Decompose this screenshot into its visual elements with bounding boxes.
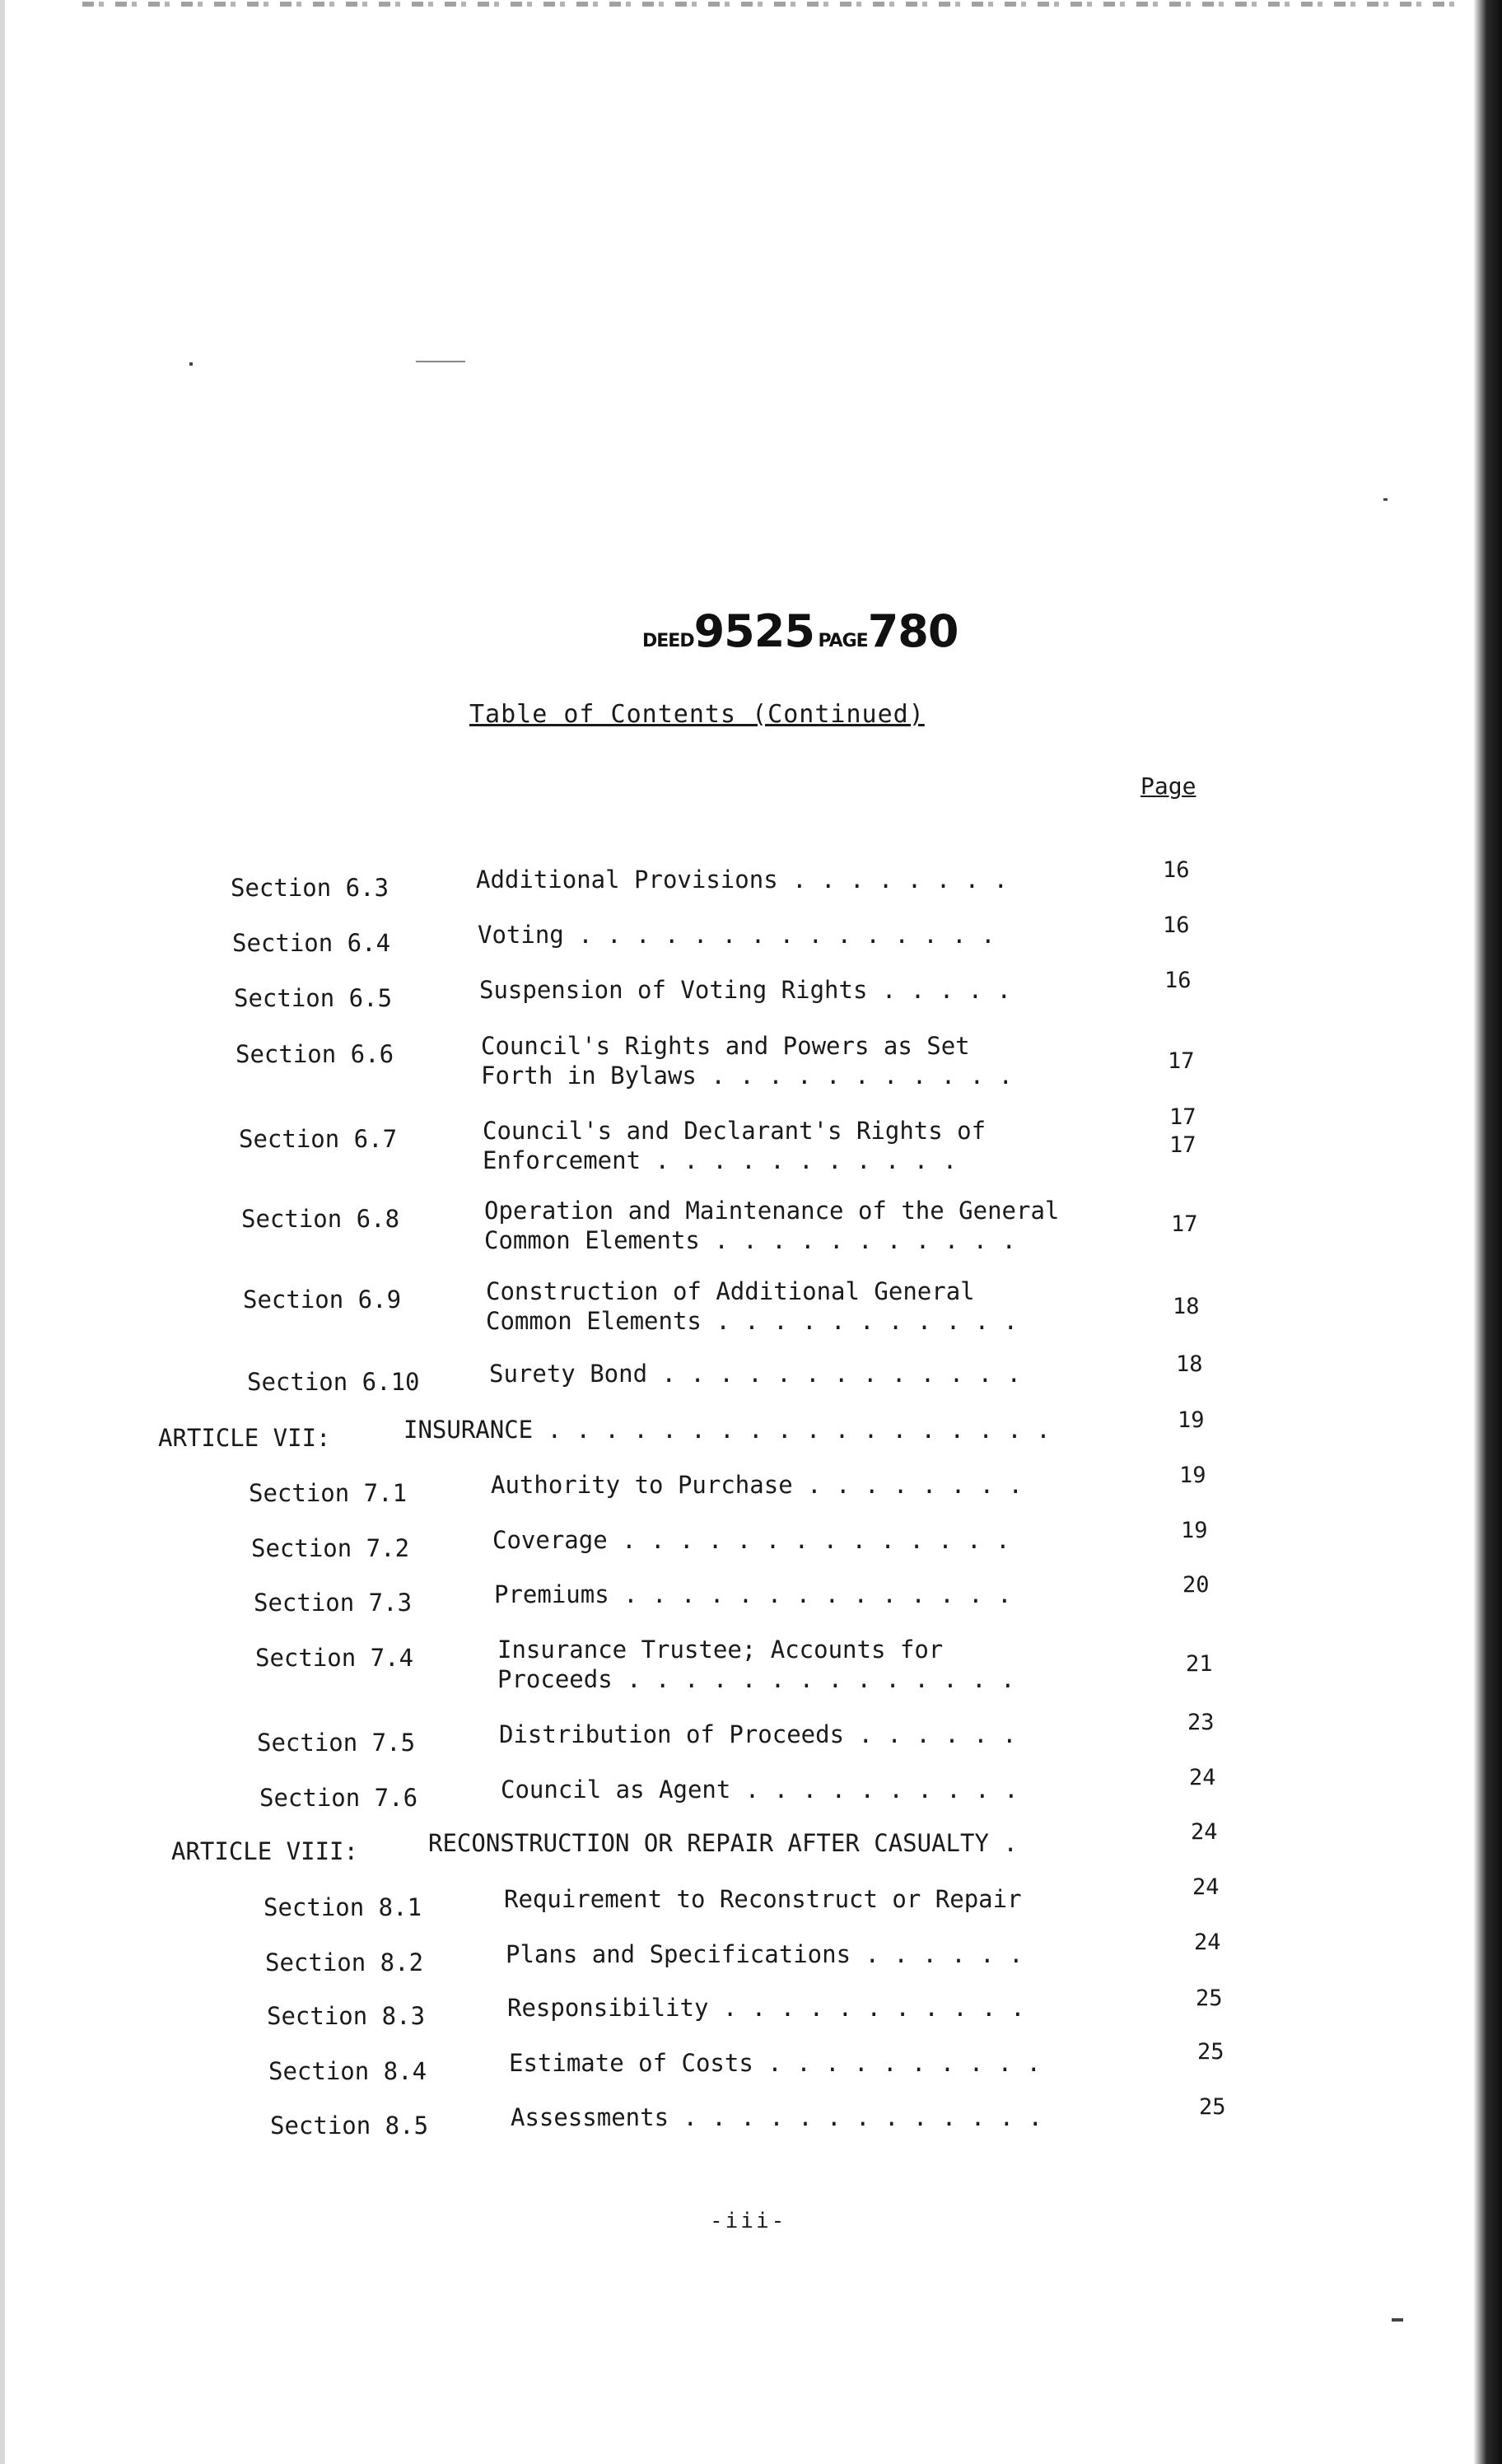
toc-entry-title: Insurance Trustee; Accounts for Proceeds . . . . . . . . . . . . . . <box>497 1636 1015 1694</box>
toc-entry-title: Plans and Specifications . . . . . . <box>506 1940 1024 1968</box>
toc-entry-title: Authority to Purchase . . . . . . . . <box>491 1471 1024 1499</box>
toc-section-label: Section 7.2 <box>251 1534 410 1562</box>
toc-entry-title: RECONSTRUCTION OR REPAIR AFTER CASUALTY . <box>428 1829 1018 1857</box>
toc-entry-title: Assessments . . . . . . . . . . . . . <box>511 2103 1043 2131</box>
toc-entry-title: Distribution of Proceeds . . . . . . <box>499 1720 1017 1748</box>
toc-entry-title: Council's Rights and Powers as Set Forth in Bylaws . . . . . . . . . . . <box>481 1032 1014 1090</box>
toc-page-number: 25 <box>1196 1986 1223 2011</box>
toc-page-number: 18 <box>1173 1294 1200 1319</box>
scan-speck <box>416 361 465 362</box>
toc-page-number: 16 <box>1164 968 1192 993</box>
toc-section-label: Section 6.9 <box>243 1286 402 1314</box>
toc-section-label: Section 7.4 <box>255 1644 414 1672</box>
book-number: 9525 <box>693 605 814 657</box>
scan-speck <box>1383 498 1388 501</box>
toc-page-number: 24 <box>1191 1819 1218 1845</box>
toc-section-label: Section 7.5 <box>257 1729 416 1757</box>
toc-section-label: Section 6.7 <box>239 1125 398 1153</box>
toc-entry-title: Council's and Declarant's Rights of Enforcement . . . . . . . . . . . <box>483 1117 987 1175</box>
toc-entry-title: Estimate of Costs . . . . . . . . . . <box>509 2049 1042 2077</box>
toc-section-label: Section 7.6 <box>259 1784 418 1812</box>
scan-edge-left <box>0 0 5 2464</box>
toc-entry-title: Council as Agent . . . . . . . . . . <box>501 1776 1019 1804</box>
toc-page-number: 24 <box>1192 1874 1220 1900</box>
toc-section-label: Section 8.5 <box>270 2112 429 2140</box>
toc-page-number: 16 <box>1163 857 1190 883</box>
toc-entry-title: Premiums . . . . . . . . . . . . . . <box>494 1580 1012 1608</box>
toc-page-number: 19 <box>1179 1463 1206 1488</box>
page-footer: -iii- <box>710 2209 787 2233</box>
toc-entry-title: Coverage . . . . . . . . . . . . . . <box>492 1526 1010 1554</box>
toc-entry-title: INSURANCE . . . . . . . . . . . . . . . . . . <box>403 1416 1051 1444</box>
toc-page-number: 19 <box>1181 1518 1208 1543</box>
toc-page-number: 21 <box>1186 1651 1213 1677</box>
toc-section-label: Section 8.2 <box>265 1948 424 1976</box>
toc-page-number: 17 <box>1168 1048 1195 1074</box>
toc-section-label: ARTICLE VII: <box>158 1424 331 1452</box>
toc-section-label: Section 6.4 <box>232 929 391 957</box>
toc-page-number: 19 <box>1178 1407 1205 1433</box>
toc-section-label: Section 6.10 <box>247 1368 420 1396</box>
scan-top-noise <box>82 2 1466 7</box>
toc-section-label: Section 6.6 <box>236 1040 394 1068</box>
scan-speck <box>189 362 193 366</box>
toc-section-label: Section 8.1 <box>264 1893 422 1921</box>
page-title: Table of Contents (Continued) <box>469 700 925 729</box>
scan-edge-right <box>1474 0 1502 2464</box>
page-label: PAGE <box>818 631 868 651</box>
toc-page-number: 24 <box>1194 1930 1221 1955</box>
toc-page-number: 17 <box>1171 1211 1198 1237</box>
page-number: 780 <box>867 605 959 657</box>
toc-entry-title: Construction of Additional General Common Elements . . . . . . . . . . . <box>486 1277 1019 1336</box>
toc-page-number: 18 <box>1176 1351 1203 1377</box>
toc-page-number: 25 <box>1199 2094 1226 2120</box>
toc-entry-title: Responsibility . . . . . . . . . . . <box>507 1994 1025 2022</box>
toc-page-number: 24 <box>1189 1765 1216 1790</box>
toc-section-label: Section 6.5 <box>234 984 393 1012</box>
toc-entry-title: Additional Provisions . . . . . . . . <box>476 866 1009 894</box>
toc-page-number: 25 <box>1197 2039 1224 2065</box>
toc-section-label: Section 6.8 <box>241 1205 400 1233</box>
toc-section-label: Section 7.1 <box>249 1479 408 1507</box>
page-column-heading: Page <box>1140 772 1196 800</box>
toc-page-number: 20 <box>1182 1572 1210 1598</box>
toc-section-label: Section 8.4 <box>268 2057 427 2085</box>
toc-entry-title: Surety Bond . . . . . . . . . . . . . <box>489 1360 1022 1388</box>
toc-section-label: Section 8.3 <box>267 2002 426 2030</box>
toc-entry-title: Requirement to Reconstruct or Repair <box>504 1885 1022 1913</box>
toc-entry-title: Suspension of Voting Rights . . . . . <box>479 976 1012 1004</box>
toc-section-label: Section 7.3 <box>254 1589 413 1617</box>
toc-entry-title: Voting . . . . . . . . . . . . . . . <box>478 921 996 949</box>
book-label: DEED <box>642 631 694 651</box>
toc-section-label: Section 6.3 <box>231 874 389 902</box>
toc-page-number: 23 <box>1187 1710 1215 1735</box>
toc-page-number: 16 <box>1163 912 1190 938</box>
scan-speck <box>1392 2318 1403 2322</box>
toc-section-label: ARTICLE VIII: <box>171 1837 358 1865</box>
toc-entry-title: Operation and Maintenance of the General Common Elements . . . . . . . . . . . <box>484 1197 1060 1255</box>
toc-page-number: 17 17 <box>1169 1104 1196 1158</box>
book-page-stamp <box>642 605 958 657</box>
